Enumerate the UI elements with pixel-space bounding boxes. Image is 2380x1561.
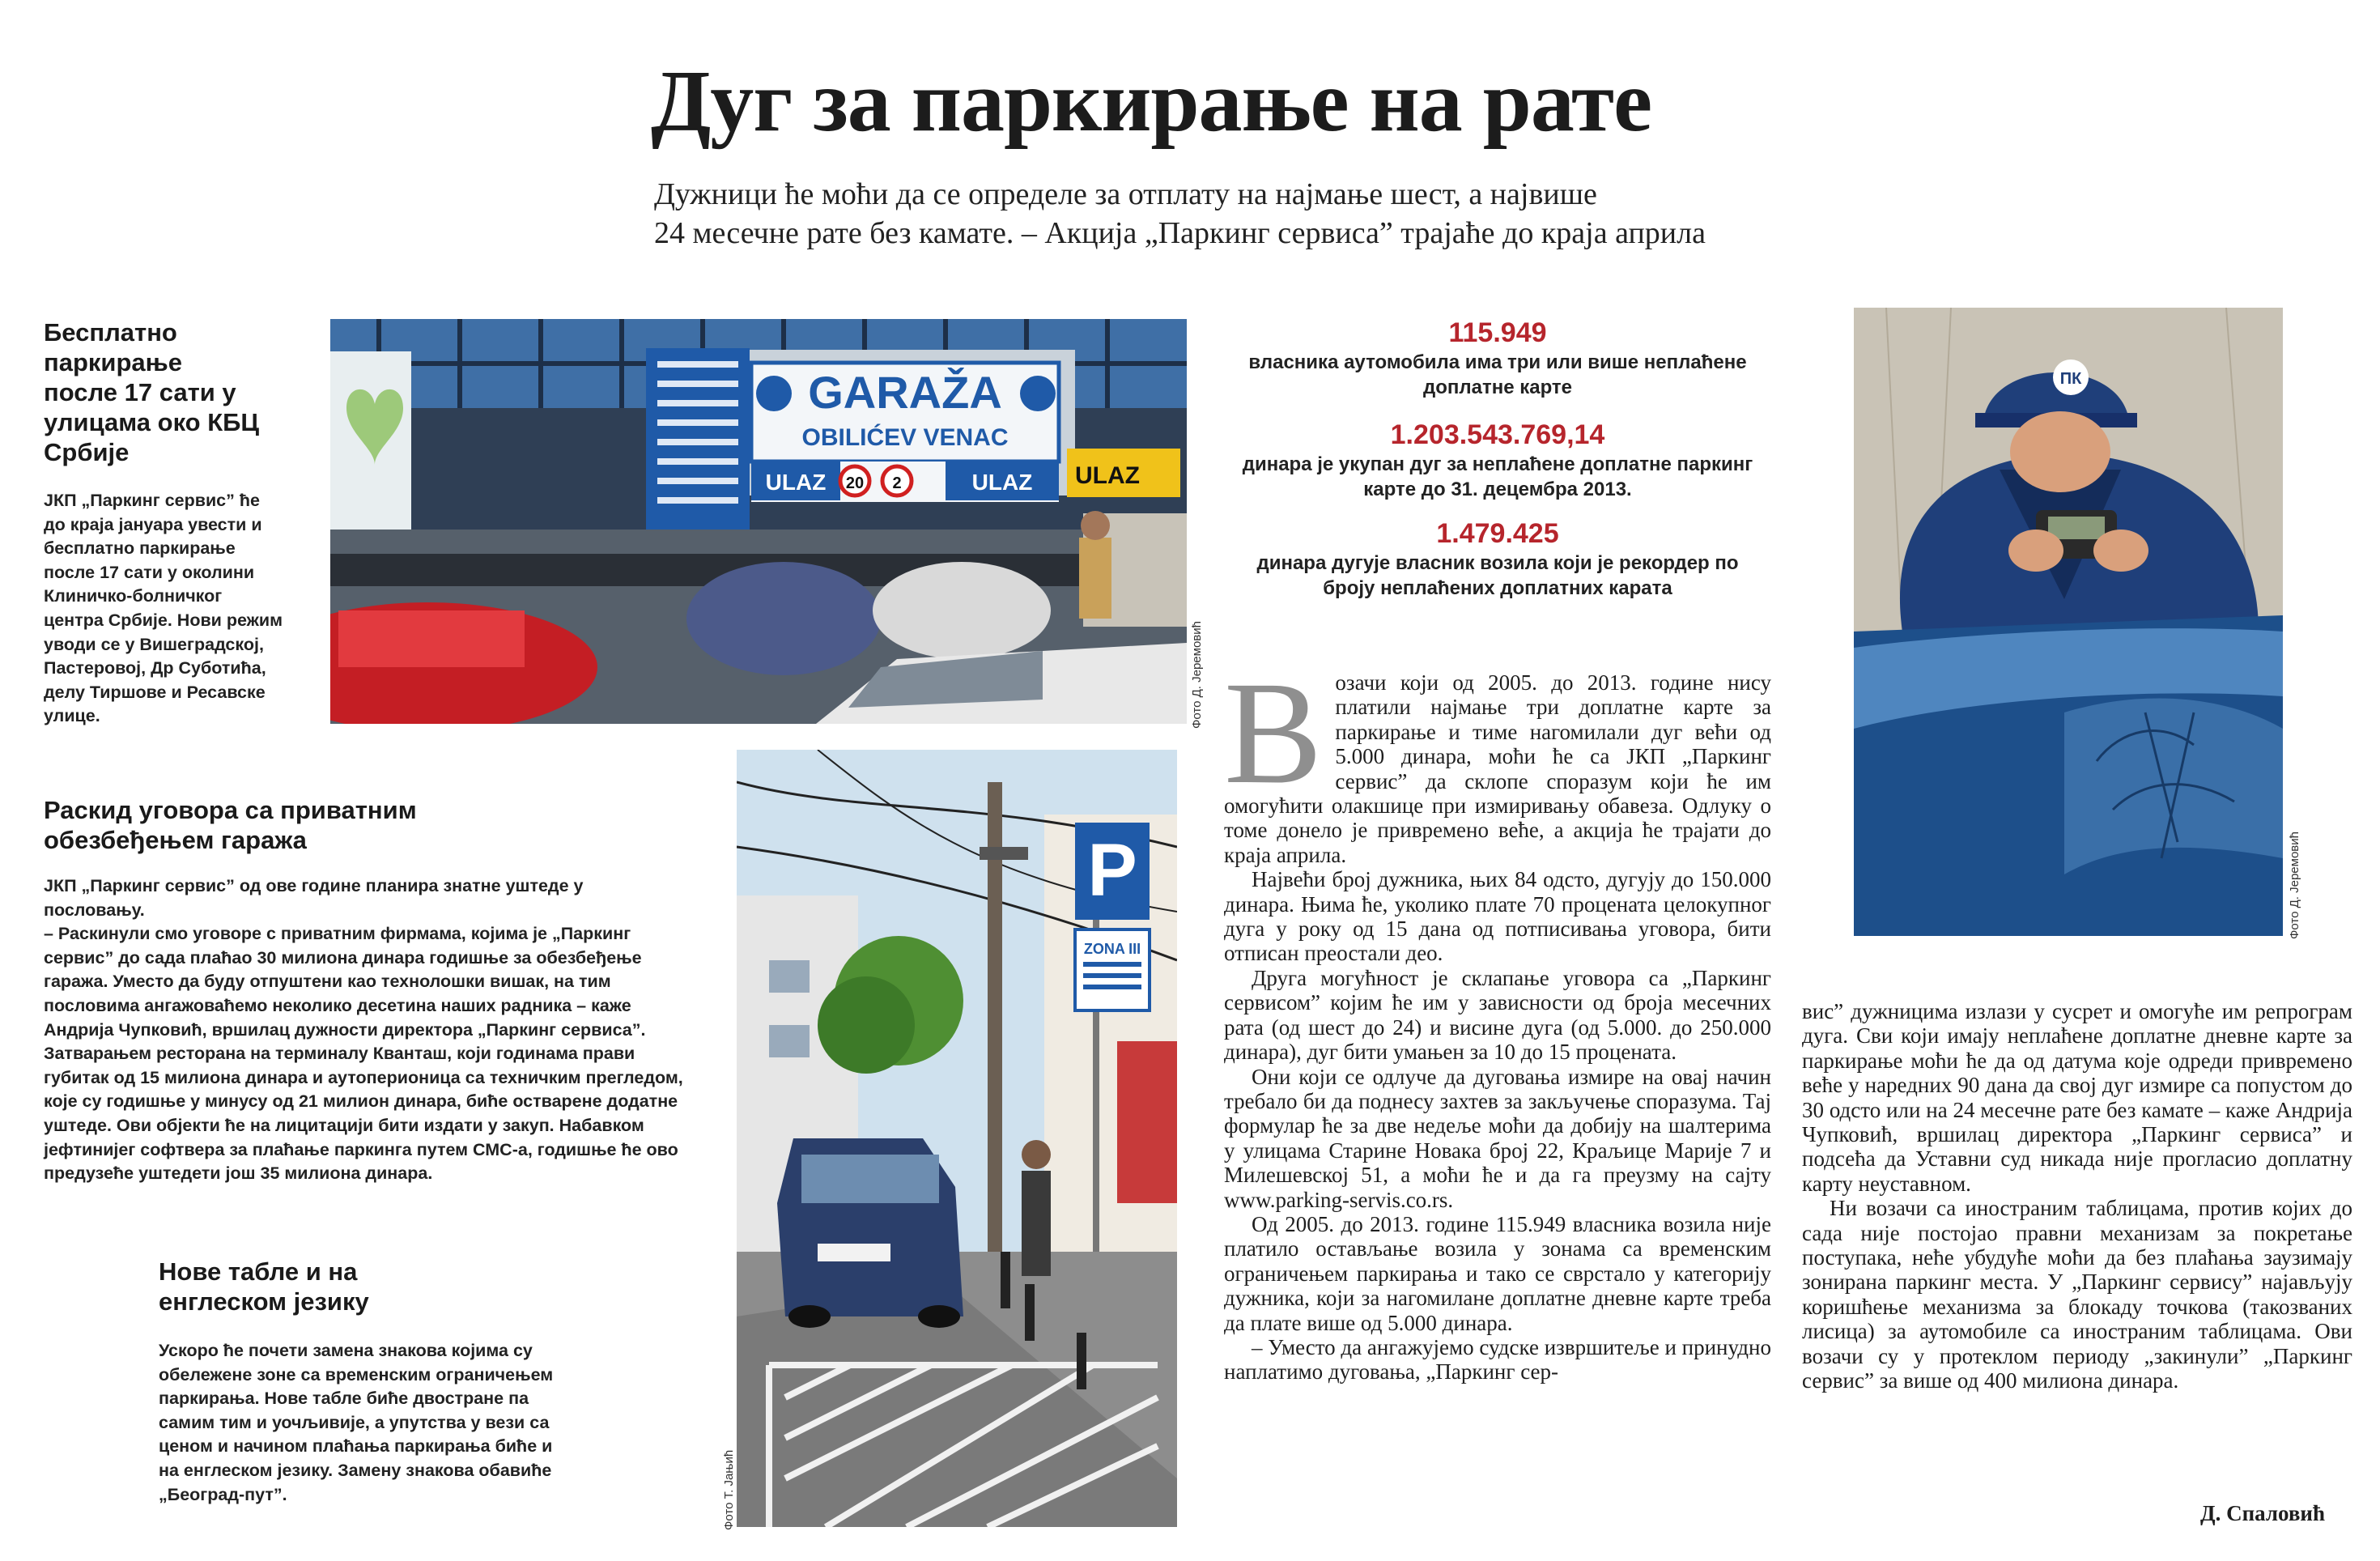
sidebar-paragraph: Ускоро ће почети замена знакова којима су обележене зоне са временским ограничењем паркирања. Нове табле биће двостране па самим тим и уочљивије, а упутства у вези са ценом и начином плаћања паркирања биће и на енглеском језику. Замену знакова обавиће „Београд-пут”.: [159, 1341, 554, 1504]
sidebar-paragraph: – Раскинули смо уговоре с приватним фирмама, којима је „Паркинг сервис” до сада плаћао 30 милиона динара годишње за обезбеђење гаража. Уместо да буду отпуштени као технолошки вишак, на тим пословима ангажоваћемо неколико десетина наших радника – каже Андрија Чупковић, вршилац дужности директора „Паркинг сервиса”.: [44, 924, 646, 1040]
sidebar-paragraph: ЈКП „Паркинг сервис” ће до краја јануара увести и бесплатно паркирање после 17 сати у околини Клиничко-болничког центра Србије. Нови режим уводи се у Вишеградској, Пастеровој, Др Суботића, делу Тиршове и Ресавске улице.: [44, 491, 283, 726]
article-title: Дуг за паркирање на рате: [651, 53, 1652, 150]
body-paragraph: Највећи број дужника, њих 84 одсто, дугују до 150.000 динара. Њима ће, уколико плате 70 процената целокупног дуга у року од 15 дана од потписивања уговора, бити отписан преостали део.: [1224, 867, 1771, 966]
zone-sign-label: ZONA III: [1083, 941, 1141, 957]
body-paragraph: озачи који од 2005. до 2013. године нису платили најмање три доплатне карте за паркирање и тиме нагомилали дуг већи од 5.000 динара, моћи ће са ЈКП „Паркинг сервис” да склопе споразум који ће им омогућити олакшице при измиривању обавеза. Одлуку о томе донело је привремено веће, а акција ће трајати до краја априла.: [1224, 670, 1771, 867]
sidebar-heading-garages: Раскид уговора са приватним обезбеђењем гаража: [44, 796, 417, 854]
sidebar-heading-kbc: Бесплатно паркирање после 17 сати у улицама око КБЦ Србије: [44, 318, 260, 466]
garage-illustration: [330, 319, 1187, 724]
garage-entrance-label-2: ULAZ: [971, 470, 1033, 495]
body-paragraph: – Уместо да ангажујемо судске извршитеље и принудно наплатимо дуговања, „Паркинг сер-: [1224, 1334, 1771, 1384]
officer-cap-logo: ПК: [2059, 370, 2082, 388]
garage-entrance-label-3: ULAZ: [1075, 462, 1140, 489]
stat-text: динара је укупан дуг за неплаћене доплатне паркинг карте до 31. децембра 2013.: [1242, 453, 1753, 500]
street-illustration: [737, 750, 1177, 1527]
body-paragraph: Они који се одлуче да дуговања измире на овај начин требало би да поднесу захтев за закључење споразума. Тај формулар ће за две недеље моћи да добију на шалтерима у улицама Старине Новака број 22, Краљице Марије 7 и Милешевској 51, а моћи ће и да га преузму на сајту www.parking-servis.co.rs.: [1224, 1064, 1771, 1212]
deck-line-1: Дужници ће моћи да се определе за отплату на најмање шест, а највише: [654, 177, 1597, 211]
sidebar-body-kbc: [44, 489, 283, 729]
byline: Д. Спаловић: [2200, 1501, 2325, 1525]
article-body-column-1: [1224, 652, 1771, 1384]
garage-sign-subtitle: OBILIĆEV VENAC: [801, 424, 1009, 451]
sidebar-body-signs: [159, 1339, 573, 1507]
sidebar-paragraph: Затварањем ресторана на терминалу Кванташ, који годинама прави губитак од 15 милиона динара и аутоперионица са техничким прегледом, које су годишње у минусу од 21 милион динара, биће остварене додатне уштеде. Ови објекти ће на лицитацији бити издати у закуп. Набавком јефтинијег софтвера за плаћање паркинга путем СМС-а, годишње ће ово предузеће уштедети још 35 милиона динара.: [44, 1044, 683, 1184]
officer-illustration: [1854, 308, 2283, 936]
body-paragraph: вис” дужницима излази у сусрет и омогуће им репрограм дуга. Сви који имају неплаћене доплатне дневне карте за паркирање моћи ће да од датума које одреди привремено веће у наредних 90 дана да свој дуг измире са попустом до 30 одсто или на 24 месечне рате без камате – каже Андрија Чупковић, вршилац директора „Паркинг сервиса” и подсећа да Уставни суд никада није прогласио доплатну карту неуставном.: [1802, 999, 2352, 1196]
stat-number: 1.479.425: [1436, 518, 1559, 549]
stat-block-2: [1230, 418, 1765, 502]
photo-credit-street: Фото Т. Јањић: [722, 1449, 736, 1530]
parking-sign-letter: P: [1087, 829, 1137, 912]
sidebar-heading-signs: Нове табле и на енглеском језику: [159, 1257, 369, 1316]
garage-sign-title: GARAŽA: [808, 367, 1002, 418]
stat-number: 115.949: [1448, 317, 1547, 348]
stat-number: 1.203.543.769,14: [1390, 419, 1605, 450]
speed-limit-sign: 20: [845, 474, 865, 492]
article-body-column-2: [1802, 999, 2352, 1393]
officer-photo: [1854, 308, 2283, 936]
photo-credit-officer: Фото Д. Јеремовић: [2288, 832, 2301, 939]
body-paragraph: Друга могућност је склапање уговора са „Паркинг сервисом” којим ће им у зависности од броја месечних рата (од шест до 24) и висине дуга (од 5.000. до 250.000 динара), дуг бити умањен за 10 до 15 процената.: [1224, 965, 1771, 1065]
drop-cap: В: [1224, 652, 1323, 815]
garage-entrance-label-1: ULAZ: [765, 470, 827, 495]
street-photo: [737, 750, 1177, 1527]
garage-photo: [330, 319, 1187, 724]
body-paragraph: Од 2005. до 2013. године 115.949 власника возила није платило остављање возила у зонама са временским ограничењем паркирања и тако се сврстало у категорију дужника, који за нагомилане доплатне дневне карте треба да плате више од 5.000 динара.: [1224, 1211, 1771, 1335]
sidebar-body-garages: [44, 874, 683, 1186]
stat-text: власника аутомобила има три или више неплаћене доплатне карте: [1248, 351, 1747, 398]
stat-block-3: [1230, 517, 1765, 601]
height-limit-sign: 2: [892, 474, 902, 492]
body-paragraph: Ни возачи са иностраним таблицама, против којих до сада није постојао правни механизам за покретање поступака, неће убудуће моћи да без плаћања заузимају зонирана паркинг места. У „Паркинг сервису” најављују коришћење механизма за блокаду точкова (такозваних лисица) за аутомобиле са иностраним таблицама. Ови возачи су у протеклом периоду „закинули” „Паркинг сервис” за више од 400 милиона динара.: [1802, 1196, 2352, 1393]
article-deck: [654, 175, 1868, 253]
stat-text: динара дугује власник возила који је рекордер по броју неплаћених доплатних карата: [1256, 552, 1739, 599]
photo-credit-garage: Фото Д. Јеремовић: [1190, 621, 1204, 729]
sidebar-paragraph: ЈКП „Паркинг сервис” од ове године планира знатне уштеде у пословању.: [44, 876, 584, 920]
deck-line-2: 24 месечне рате без камате. – Акција „Паркинг сервиса” трајаће до краја априла: [654, 216, 1706, 250]
stat-block-1: [1230, 316, 1765, 400]
